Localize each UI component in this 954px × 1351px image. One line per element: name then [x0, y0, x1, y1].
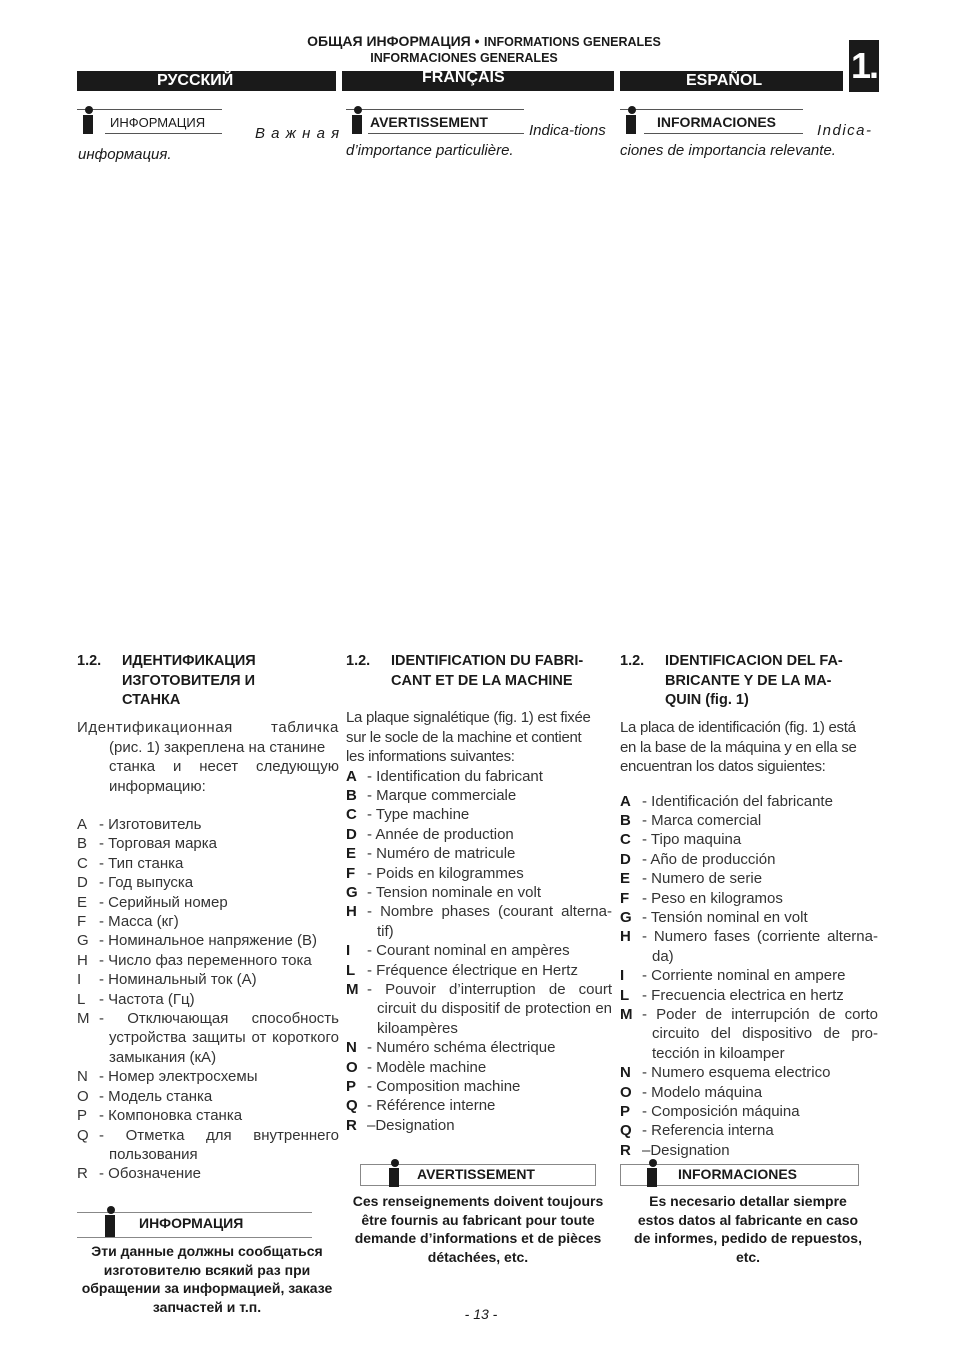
note-line: de informes, pedido de repuestos,	[634, 1230, 862, 1246]
item-text: - Pouvoir d’interruption de court circuit du dispositif de protection en kiloampères	[367, 980, 612, 1037]
note-text-es	[612, 1192, 884, 1266]
item-key: H	[77, 951, 88, 969]
info-text-fr-1: Indica-tions	[529, 122, 606, 139]
note-label-ru: ИНФОРМАЦИЯ	[139, 1215, 244, 1231]
item-key: G	[346, 883, 358, 901]
list-item	[620, 1141, 878, 1160]
info-icon	[647, 1159, 661, 1187]
item-text: - Компоновка станка	[99, 1107, 243, 1125]
list-item	[346, 864, 612, 883]
intro-line: La placa de identificación (fig. 1) está	[620, 719, 856, 736]
note-text-ru	[72, 1242, 342, 1316]
intro-line: La plaque signalétique (fig. 1) est fixée	[346, 709, 591, 726]
item-text: - Nombre phases (courant alterna-tif)	[367, 903, 612, 940]
plate-fields-list-ru	[77, 815, 339, 1184]
list-item	[346, 844, 612, 863]
info-icon	[352, 106, 366, 136]
intro-line: информацию:	[109, 777, 206, 795]
item-text: - Tipo maquina	[642, 831, 742, 849]
list-item	[346, 825, 612, 844]
item-key: I	[77, 971, 82, 989]
list-item	[620, 869, 878, 888]
note-line: demande d’informations et de pièces	[354, 1230, 602, 1246]
list-item	[77, 990, 339, 1009]
section-title-line: BRICANTE Y DE LA MA-	[665, 672, 832, 689]
note-line: Es necesario detallar siempre	[649, 1193, 847, 1209]
list-item	[346, 902, 612, 941]
item-key: B	[77, 835, 88, 853]
list-item	[77, 1164, 339, 1183]
list-item	[346, 1058, 612, 1077]
item-text: - Corriente nominal en ampere	[642, 967, 846, 985]
item-text: - Numero fases (corriente alterna-da)	[642, 928, 878, 965]
note-line: обращении за информацией, заказе	[81, 1280, 333, 1296]
section-title-line: IDENTIFICACION DEL FA-	[665, 653, 843, 669]
item-text: - Отключающая способность устройства защиты от короткого замыкания (кА)	[99, 1010, 339, 1066]
section-title-line: CANT ET DE LA MACHINE	[391, 672, 573, 689]
item-key: M	[620, 1005, 633, 1023]
intro-line: станка и несет следующую	[109, 758, 339, 775]
list-item	[620, 1063, 878, 1082]
list-item	[620, 1121, 878, 1140]
list-item	[77, 912, 339, 931]
item-text: - Año de producción	[642, 850, 776, 868]
item-key: D	[77, 874, 88, 892]
item-key: Q	[346, 1097, 358, 1115]
item-text: - Tension nominale en volt	[367, 883, 541, 901]
note-label-es: INFORMACIONES	[678, 1166, 797, 1182]
list-item	[77, 893, 339, 912]
item-text: - Торговая марка	[99, 835, 217, 853]
section-title-line: ИДЕНТИФИКАЦИЯ	[122, 653, 256, 669]
list-item	[346, 767, 612, 786]
lang-bar-fr: FRANÇAIS	[342, 71, 614, 91]
column-fr	[346, 652, 612, 1135]
intro-line: les informations suivantes:	[346, 748, 515, 765]
section-heading-fr	[346, 652, 612, 694]
section-title-line: ИЗГОТОВИТЕЛЯ И	[122, 672, 256, 689]
section-heading-ru	[77, 652, 339, 712]
item-text: - Номер электросхемы	[99, 1068, 258, 1086]
section-number: 1.2.	[346, 653, 371, 669]
item-key: P	[77, 1107, 88, 1125]
list-item	[620, 811, 878, 830]
item-text: - Отметка для внутреннего пользования	[99, 1126, 339, 1163]
list-item	[346, 786, 612, 805]
list-item	[77, 873, 339, 892]
list-item	[77, 1067, 339, 1086]
item-text: - Identificación del fabricante	[642, 792, 833, 810]
lang-bar-es: ESPAÑOL	[620, 71, 843, 91]
list-item	[77, 1126, 339, 1165]
item-key: H	[620, 928, 631, 946]
item-key: A	[77, 816, 88, 833]
item-key: Q	[620, 1122, 632, 1140]
item-key: P	[346, 1078, 357, 1095]
list-item	[620, 1005, 878, 1063]
item-text: - Частота (Гц)	[99, 990, 195, 1008]
note-box-es	[620, 1164, 859, 1186]
header-title-fr: INFORMATIONS GENERALES	[483, 35, 661, 49]
intro-line: en la base de la máquina y en ella se	[620, 738, 857, 756]
item-key: C	[620, 831, 631, 849]
item-text: - Numéro schéma électrique	[367, 1039, 556, 1057]
item-key: F	[77, 913, 87, 931]
item-key: G	[620, 908, 632, 926]
list-item	[346, 980, 612, 1038]
list-item	[77, 931, 339, 950]
item-key: R	[346, 1116, 357, 1134]
item-text: - Modelo máquina	[642, 1083, 763, 1101]
list-item	[620, 908, 878, 927]
item-key: N	[346, 1039, 357, 1057]
list-item	[620, 986, 878, 1005]
item-text: - Numero esquema electrico	[642, 1064, 831, 1082]
item-text: - Poids en kilogrammes	[367, 864, 524, 882]
item-text: - Numéro de matricule	[367, 845, 516, 863]
item-text: - Numero de serie	[642, 870, 763, 888]
item-key: M	[77, 1010, 90, 1028]
item-text: - Масса (кг)	[99, 913, 179, 931]
item-key: M	[346, 980, 359, 998]
info-text-es-2: ciones de importancia relevante.	[620, 142, 836, 159]
item-text: –Designation	[367, 1116, 455, 1134]
item-key: P	[620, 1103, 631, 1120]
item-key: O	[346, 1058, 358, 1076]
item-text: - Год выпуска	[99, 874, 194, 892]
page-number: - 13 -	[464, 1306, 498, 1322]
item-text: - Referencia interna	[642, 1122, 774, 1140]
item-key: F	[620, 889, 630, 907]
column-ru	[77, 652, 339, 1184]
list-item	[77, 1009, 339, 1067]
list-item	[346, 1096, 612, 1115]
item-text: - Type machine	[367, 806, 470, 824]
info-label-es: INFORMACIONES	[657, 114, 776, 130]
item-key: R	[620, 1141, 631, 1159]
list-item	[346, 1077, 612, 1096]
intro-ru	[77, 718, 339, 796]
section-title-line: QUIN (fig. 1)	[665, 692, 749, 708]
item-key: D	[620, 850, 631, 868]
item-text: - Courant nominal en ampères	[367, 942, 570, 960]
list-item	[620, 889, 878, 908]
info-box-es	[620, 106, 803, 136]
plate-fields-list-es	[620, 792, 878, 1161]
item-key: O	[77, 1087, 89, 1105]
item-text: - Composición máquina	[642, 1103, 800, 1120]
intro-line: (рис. 1) закреплена на станине	[109, 738, 326, 756]
intro-line: sur le socle de la machine et contient	[346, 728, 582, 746]
item-text: - Modèle machine	[367, 1058, 487, 1076]
item-text: - Référence interne	[367, 1097, 496, 1115]
column-es	[620, 652, 878, 1160]
list-item	[77, 854, 339, 873]
item-key: C	[77, 854, 88, 872]
intro-line: Идентификационная табличка	[77, 719, 339, 736]
item-key: Q	[77, 1126, 89, 1144]
item-text: - Тип станка	[99, 854, 184, 872]
item-key: R	[77, 1165, 88, 1183]
item-text: - Серийный номер	[99, 893, 228, 911]
note-line: être fournis au fabricant pour toute	[361, 1211, 595, 1228]
list-item	[346, 883, 612, 902]
item-text: - Изготовитель	[99, 816, 202, 833]
item-key: B	[346, 786, 357, 804]
info-text-ru-1: В а ж н а я	[255, 125, 341, 142]
info-label-fr: AVERTISSEMENT	[370, 114, 488, 130]
list-item	[620, 1102, 878, 1121]
header-title-es: INFORMACIONES GENERALES	[370, 51, 558, 65]
section-number: 1.2.	[620, 653, 645, 669]
item-text: - Poder de interrupción de corto circuito del dispositivo de pro-tección in kiloamper	[642, 1005, 878, 1062]
item-text: - Identification du fabricant	[367, 767, 543, 785]
item-text: - Marque commerciale	[367, 786, 517, 804]
item-text: - Номинальный ток (А)	[99, 971, 257, 989]
item-key: N	[77, 1068, 88, 1086]
info-icon	[626, 106, 640, 136]
item-key: C	[346, 806, 357, 824]
list-item	[77, 815, 339, 834]
note-text-fr	[340, 1192, 616, 1266]
info-box-fr	[346, 106, 524, 136]
list-item	[620, 1083, 878, 1102]
header-title-ru: ОБЩАЯ ИНФОРМАЦИЯ •	[307, 33, 480, 49]
item-text: - Номинальное напряжение (В)	[99, 932, 317, 950]
note-line: Ces renseignements doivent toujours	[352, 1193, 604, 1209]
note-line: Эти данные должны сообщаться	[91, 1243, 323, 1259]
info-icon	[83, 106, 97, 136]
item-key: E	[620, 870, 631, 888]
list-item	[346, 941, 612, 960]
item-key: I	[346, 942, 351, 960]
item-key: F	[346, 864, 356, 882]
note-line: détachées, etc.	[427, 1248, 529, 1265]
info-text-es-1: Indica-	[817, 122, 873, 139]
section-number: 1.2.	[77, 653, 102, 669]
note-label-fr: AVERTISSEMENT	[417, 1166, 535, 1182]
item-key: A	[620, 792, 631, 810]
section-title-line: СТАНКА	[122, 692, 181, 708]
list-item	[346, 961, 612, 980]
item-text: - Обозначение	[99, 1165, 201, 1183]
item-key: L	[77, 990, 86, 1008]
note-box-fr	[360, 1164, 596, 1186]
list-item	[77, 951, 339, 970]
info-box-ru	[77, 106, 222, 136]
item-key: G	[77, 932, 89, 950]
list-item	[620, 792, 878, 811]
item-text: - Peso en kilogramos	[642, 889, 783, 907]
list-item	[77, 970, 339, 989]
item-key: O	[620, 1083, 632, 1101]
item-key: I	[620, 967, 625, 985]
lang-bar-ru: РУССКИЙ	[77, 71, 336, 91]
intro-line: encuentran los datos siguientes:	[620, 758, 826, 775]
info-text-ru-2: информация.	[78, 146, 172, 163]
item-key: H	[346, 903, 357, 921]
info-text-fr-2: d’importance particulière.	[346, 142, 514, 159]
chapter-number: 1.	[849, 40, 879, 92]
plate-fields-list-fr	[346, 767, 612, 1136]
list-item	[77, 834, 339, 853]
item-key: E	[77, 893, 88, 911]
item-text: - Модель станка	[99, 1087, 213, 1105]
note-line: запчастей и т.п.	[152, 1298, 262, 1315]
item-key: A	[346, 767, 357, 785]
note-line: etc.	[735, 1248, 761, 1265]
item-text: –Designation	[642, 1141, 730, 1159]
info-label-ru: ИНФОРМАЦИЯ	[110, 115, 206, 130]
list-item	[77, 1106, 339, 1125]
list-item	[346, 805, 612, 824]
item-key: B	[620, 811, 631, 829]
list-item	[77, 1087, 339, 1106]
item-key: L	[346, 961, 356, 979]
item-key: E	[346, 845, 357, 863]
item-text: - Frecuencia electrica en hertz	[642, 986, 844, 1004]
list-item	[620, 830, 878, 849]
note-line: изготовителю всякий раз при	[103, 1261, 311, 1278]
list-item	[620, 850, 878, 869]
item-text: - Composition machine	[367, 1078, 521, 1095]
note-box-ru	[77, 1212, 312, 1238]
item-text: - Fréquence électrique en Hertz	[367, 961, 578, 979]
section-heading-es	[620, 652, 878, 712]
info-icon	[105, 1206, 119, 1238]
info-icon	[389, 1159, 403, 1187]
item-text: - Année de production	[367, 825, 514, 843]
intro-es	[620, 718, 878, 777]
note-line: estos datos al fabricante en caso	[637, 1211, 859, 1228]
item-text: - Tensión nominal en volt	[642, 908, 808, 926]
item-key: N	[620, 1064, 631, 1082]
list-item	[620, 966, 878, 985]
section-title-line: IDENTIFICATION DU FABRI-	[391, 653, 584, 669]
intro-fr	[346, 708, 612, 767]
list-item	[620, 927, 878, 966]
item-key: D	[346, 825, 357, 843]
item-text: - Marca comercial	[642, 811, 762, 829]
item-key: L	[620, 986, 630, 1004]
list-item	[346, 1038, 612, 1057]
page-header-line1	[0, 33, 954, 51]
item-text: - Число фаз переменного тока	[99, 951, 312, 969]
list-item	[346, 1116, 612, 1135]
